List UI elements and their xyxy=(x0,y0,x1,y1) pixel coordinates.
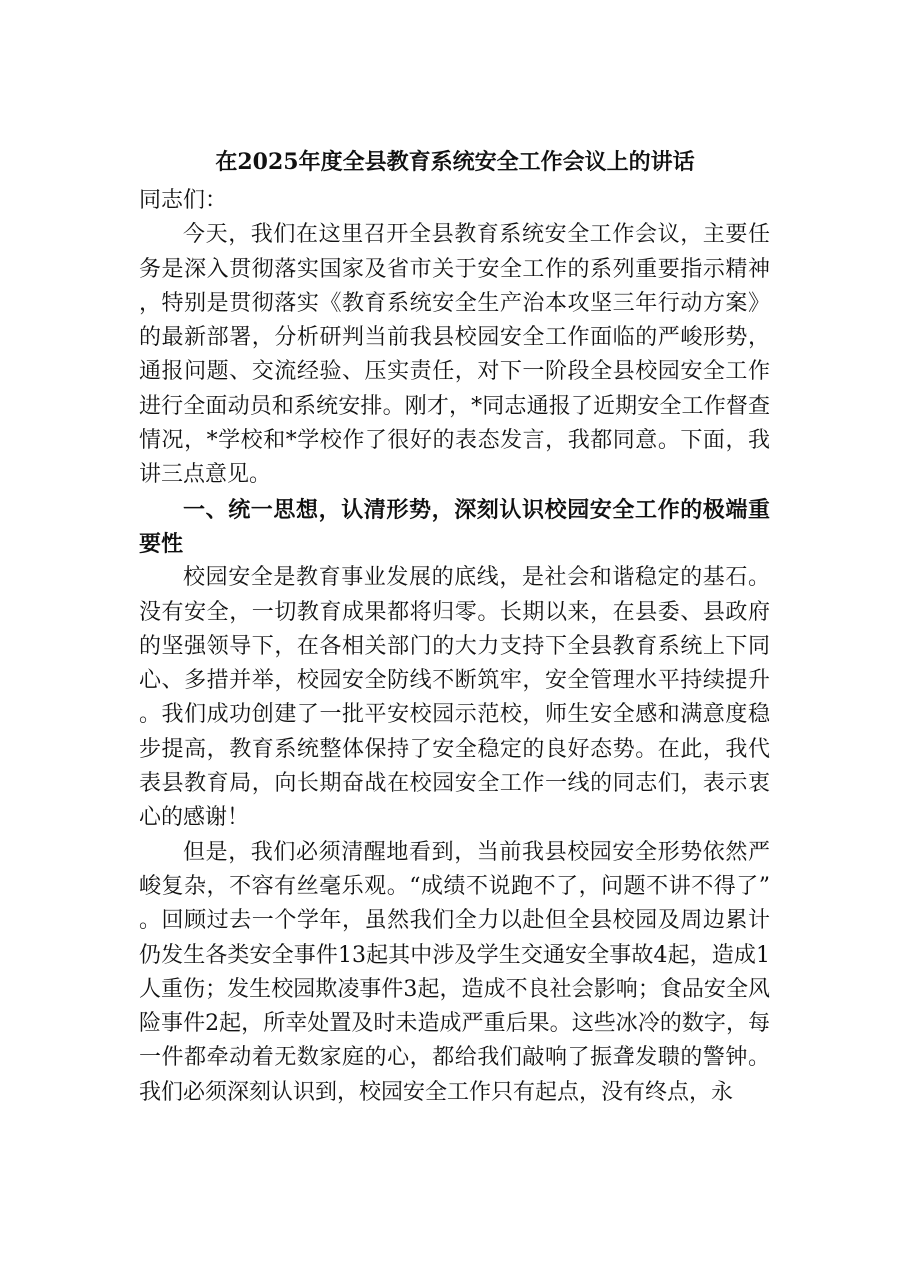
paragraph-campus-safety: 校园安全是教育事业发展的底线，是社会和谐稳定的基石。没有安全，一切教育成果都将归零。长期以来，在县委、县政府的坚强领导下，在各相关部门的大力支持下全县教育系统上下同心、多措并举，校园安全防线不断筑牢，安全管理水平持续提升。我们成功创建了一批平安校园示范校，师生安全感和满意度稳步提高，教育系统整体保持了安全稳定的良好态势。在此，我代表县教育局，向长期奋战在校园安全工作一线的同志们，表示衷心的感谢！ xyxy=(139,565,770,831)
document-body xyxy=(139,184,770,1110)
document-title: 在2025年度全县教育系统安全工作会议上的讲话 xyxy=(215,149,695,175)
paragraph-situation: 但是，我们必须清醒地看到，当前我县校园安全形势依然严峻复杂，不容有丝毫乐观。“成绩不说跑不了，问题不讲不得了”。回顾过去一个学年，虽然我们全力以赴但全县校园及周边累计仍发生各类安全事件13起其中涉及学生交通安全事故4起，造成1人重伤；发生校园欺凌事件3起，造成不良社会影响；食品安全风险事件2起，所幸处置及时未造成严重后果。这些冰冷的数字，每一件都牵动着无数家庭的心，都给我们敲响了振聋发聩的警钟。我们必须深刻认识到，校园安全工作只有起点，没有终点，永 xyxy=(139,839,770,1105)
paragraph-opening: 今天，我们在这里召开全县教育系统安全工作会议，主要任务是深入贯彻落实国家及省市关于安全工作的系列重要指示精神，特别是贯彻落实《教育系统安全生产治本攻坚三年行动方案》的最新部署，分析研判当前我县校园安全工作面临的严峻形势，通报问题、交流经验、压实责任，对下一阶段全县校园安全工作进行全面动员和系统安排。刚才，*同志通报了近期安全工作督查情况，*学校和*学校作了很好的表态发言，我都同意。下面，我讲三点意见。 xyxy=(139,222,770,488)
section-heading-1: 一、统一思想，认清形势，深刻认识校园安全工作的极端重要性 xyxy=(139,496,770,557)
salutation: 同志们： xyxy=(139,188,228,213)
